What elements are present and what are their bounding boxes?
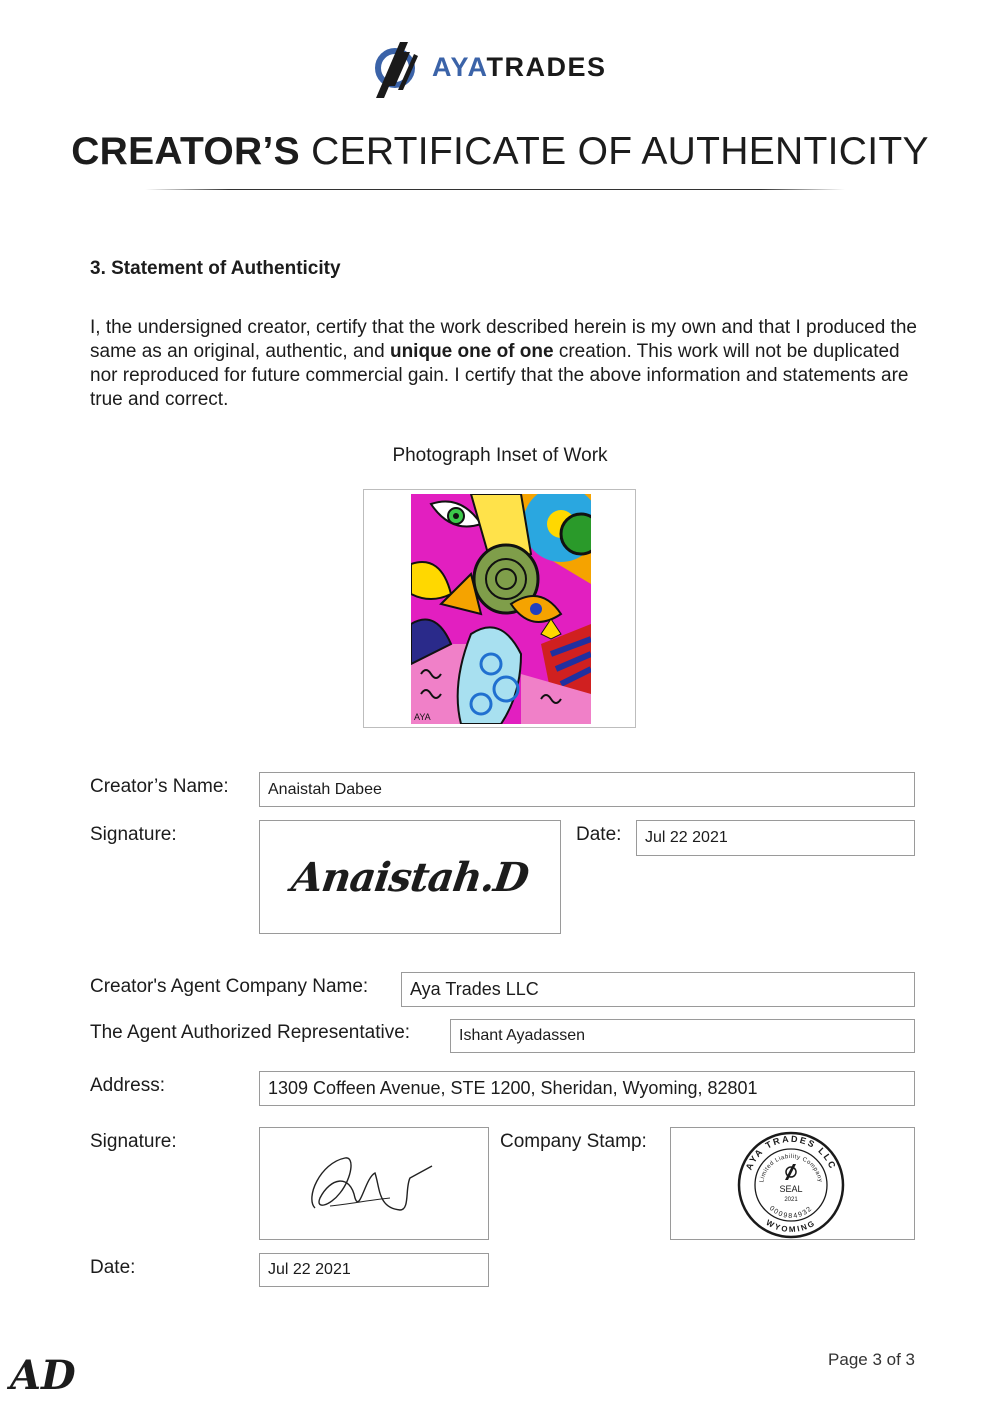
stamp-outer-bottom-text: WYOMING bbox=[764, 1218, 818, 1235]
creator-signature-box[interactable] bbox=[259, 820, 561, 934]
creator-signature: Anaistah.D bbox=[288, 853, 532, 901]
stamp-logo-icon bbox=[785, 1164, 796, 1180]
statement-text-emphasis: unique one of one bbox=[389, 341, 554, 362]
company-stamp-box bbox=[670, 1127, 915, 1240]
stamp-center-text: SEAL bbox=[779, 1184, 803, 1194]
agent-signature-box[interactable] bbox=[259, 1127, 489, 1240]
creator-name-label: Creator’s Name: bbox=[90, 776, 229, 797]
stamp-outer-top-text: AYA TRADES LLC bbox=[743, 1133, 839, 1172]
agent-date-label: Date: bbox=[90, 1257, 136, 1278]
address-field[interactable] bbox=[259, 1071, 915, 1106]
certificate-title-bold: CREATOR’S bbox=[71, 130, 300, 173]
stamp-inner-top-text: Limited Liability Company bbox=[759, 1153, 823, 1183]
address-value: 1309 Coffeen Avenue, STE 1200, Sheridan, Wyoming, 82801 bbox=[268, 1078, 758, 1098]
brand-wordmark bbox=[432, 52, 607, 83]
statement-paragraph bbox=[90, 316, 920, 412]
brand-logo-icon bbox=[370, 38, 420, 100]
stamp-year-text: 2021 bbox=[784, 1197, 798, 1203]
agent-signature-label: Signature: bbox=[90, 1131, 177, 1152]
agent-company-value: Aya Trades LLC bbox=[410, 979, 539, 999]
page-number: Page 3 of 3 bbox=[828, 1350, 915, 1369]
agent-representative-label: The Agent Authorized Representative: bbox=[90, 1022, 411, 1043]
address-label: Address: bbox=[90, 1075, 165, 1096]
agent-signature-scribble bbox=[260, 1128, 490, 1241]
creator-date-value: Jul 22 2021 bbox=[645, 829, 728, 846]
title-divider bbox=[145, 189, 845, 190]
certificate-title bbox=[0, 130, 1000, 174]
artwork-image bbox=[411, 494, 591, 724]
section-heading: 3. Statement of Authenticity bbox=[90, 258, 341, 279]
creator-date-field[interactable] bbox=[636, 820, 915, 856]
creator-date-label: Date: bbox=[576, 824, 622, 845]
svg-text:AYA TRADES LLC bbox=[744, 1134, 839, 1172]
brand-wordmark-part1: AYA bbox=[432, 52, 487, 82]
initials-signature: AD bbox=[10, 1352, 76, 1399]
brand-wordmark-part2: TRADES bbox=[486, 52, 607, 82]
statement-text-end: creation. This work will not be duplicated nor reproduced for future commercial gain. I certify that the above information and statements are true and correct. bbox=[90, 341, 909, 410]
company-seal-stamp bbox=[671, 1128, 916, 1241]
creator-signature-label: Signature: bbox=[90, 824, 177, 845]
agent-date-field[interactable] bbox=[259, 1253, 489, 1287]
agent-representative-value: Ishant Ayadassen bbox=[459, 1027, 586, 1044]
agent-company-label: Creator's Agent Company Name: bbox=[90, 976, 369, 997]
photo-caption: Photograph Inset of Work bbox=[392, 445, 608, 466]
company-stamp-label: Company Stamp: bbox=[500, 1131, 647, 1152]
stamp-number-text: 000984932 bbox=[767, 1204, 815, 1220]
agent-representative-field[interactable] bbox=[450, 1019, 915, 1053]
creator-name-value: Anaistah Dabee bbox=[268, 780, 382, 798]
certificate-title-rest: CERTIFICATE OF AUTHENTICITY bbox=[299, 130, 929, 173]
creator-name-field[interactable] bbox=[259, 772, 915, 807]
artwork-signature: AYA bbox=[414, 712, 431, 722]
agent-date-value: Jul 22 2021 bbox=[268, 1261, 351, 1278]
agent-company-field[interactable] bbox=[401, 972, 915, 1007]
statement-text-start: I, the undersigned creator, certify that the work described herein is my own and that I produced the same as an original, authentic, and bbox=[90, 317, 917, 362]
